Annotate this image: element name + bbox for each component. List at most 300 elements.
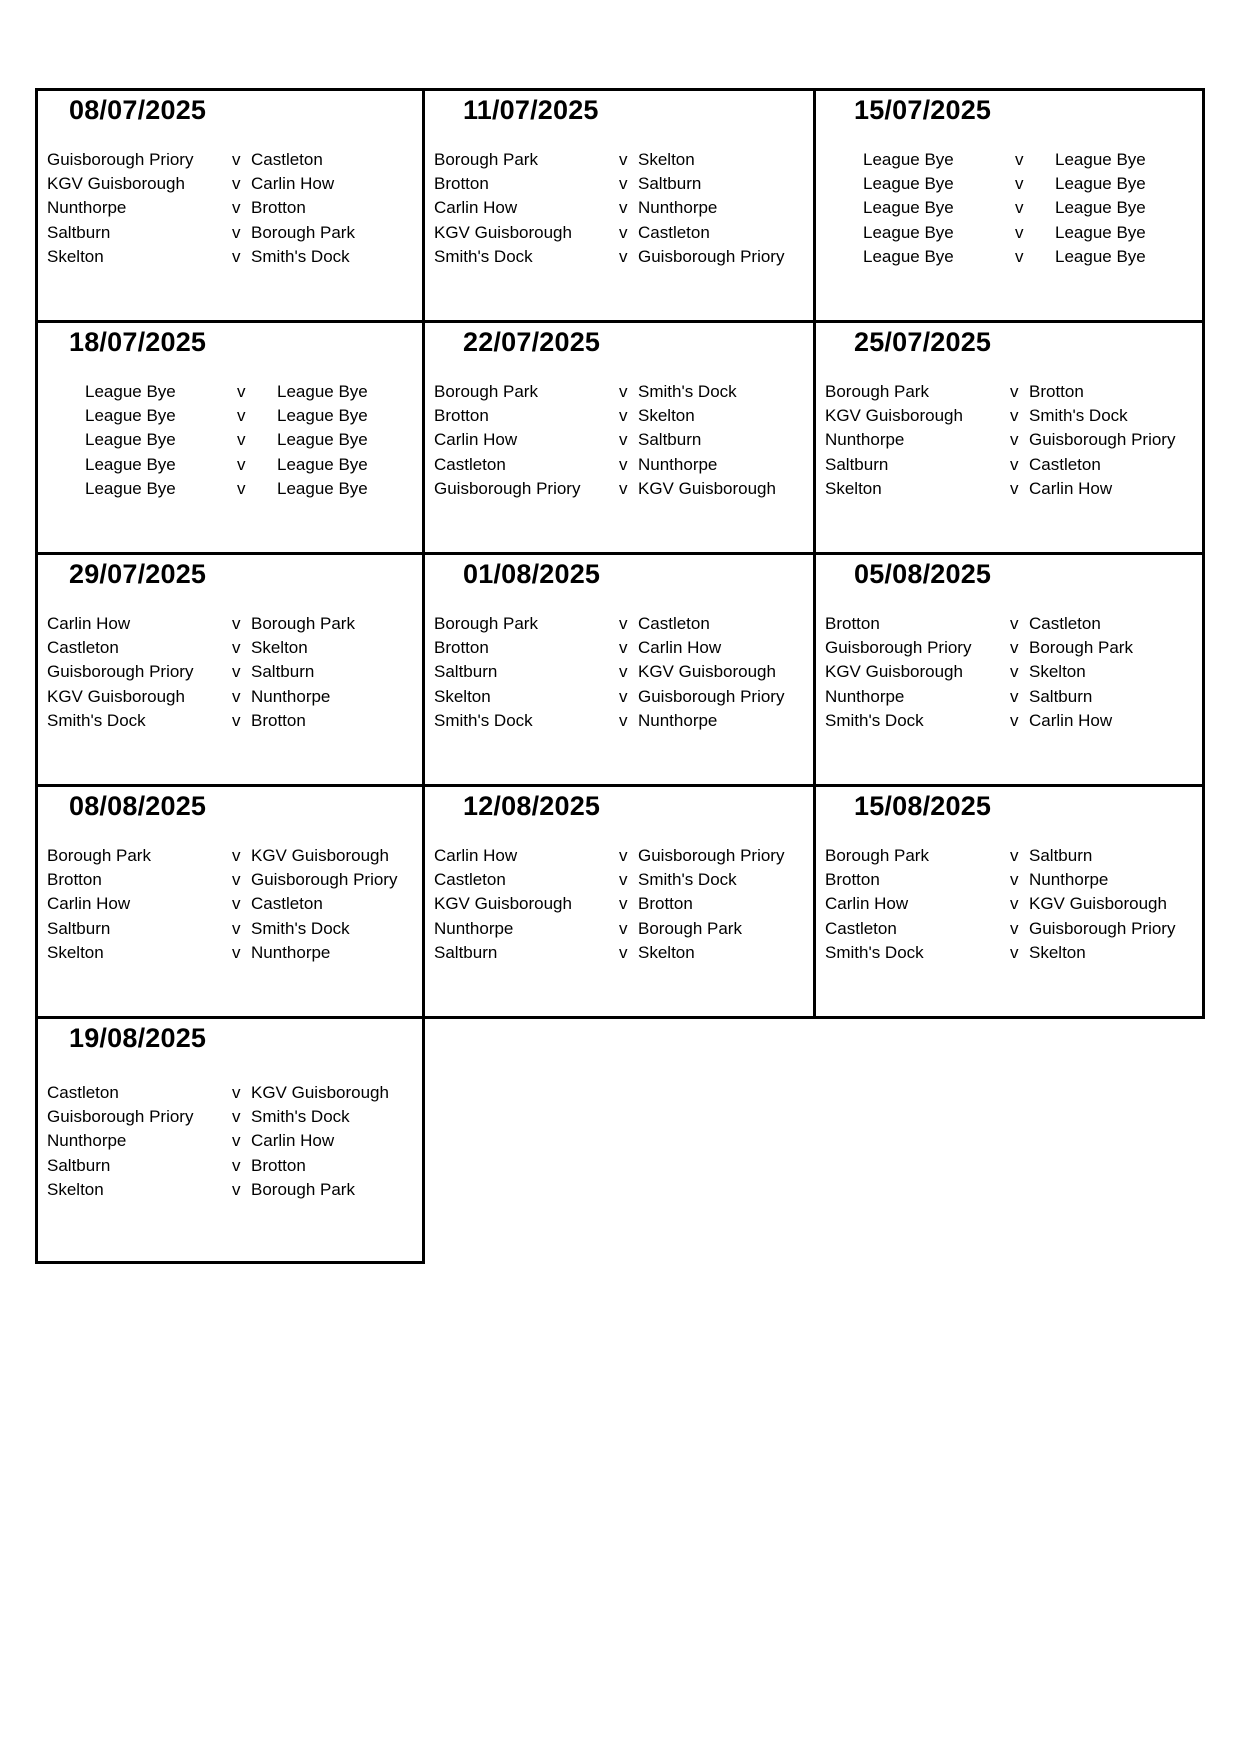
away-team: Smith's Dock xyxy=(638,870,737,890)
versus-label: v xyxy=(619,222,628,242)
fixture-list xyxy=(434,380,807,501)
fixture-row xyxy=(434,844,807,868)
away-team: Saltburn xyxy=(251,662,315,682)
versus-label: v xyxy=(619,406,628,426)
home-team: League Bye xyxy=(85,406,176,426)
home-team: Castleton xyxy=(825,918,897,938)
home-team: Borough Park xyxy=(434,150,538,169)
fixture-row xyxy=(825,380,1196,404)
versus-label: v xyxy=(232,846,241,865)
fixture-row xyxy=(434,892,807,916)
away-team: Guisborough Priory xyxy=(638,846,785,865)
home-team: Castleton xyxy=(434,454,506,474)
away-team: KGV Guisborough xyxy=(251,846,389,865)
fixture-row xyxy=(434,453,807,477)
versus-label: v xyxy=(619,942,628,962)
away-team: Smith's Dock xyxy=(251,918,350,938)
versus-label: v xyxy=(232,1155,241,1175)
versus-label: v xyxy=(237,430,246,450)
fixture-row xyxy=(434,685,807,709)
home-team: Nunthorpe xyxy=(47,1131,127,1151)
away-team: League Bye xyxy=(1055,198,1146,218)
versus-label: v xyxy=(619,846,628,865)
fixture-row xyxy=(47,1081,416,1105)
versus-label: v xyxy=(1015,174,1024,194)
versus-label: v xyxy=(1010,710,1019,730)
home-team: Smith's Dock xyxy=(825,710,924,730)
versus-label: v xyxy=(1010,870,1019,890)
home-team: League Bye xyxy=(863,246,954,266)
home-team: Skelton xyxy=(47,942,104,962)
home-team: Carlin How xyxy=(434,198,518,218)
round-date: 22/07/2025 xyxy=(463,327,601,357)
home-team: Borough Park xyxy=(825,846,929,865)
fixture-list xyxy=(434,148,807,269)
round-cell xyxy=(422,552,816,787)
away-team: Castleton xyxy=(638,614,710,633)
fixture-row xyxy=(47,1154,416,1178)
away-team: Guisborough Priory xyxy=(251,870,398,890)
versus-label: v xyxy=(1015,222,1024,242)
fixture-grid xyxy=(35,88,1202,1248)
home-team: League Bye xyxy=(863,150,954,169)
fixture-row xyxy=(47,917,416,941)
away-team: Castleton xyxy=(251,150,323,169)
round-cell xyxy=(35,784,425,1019)
home-team: Borough Park xyxy=(825,382,929,401)
away-team: Saltburn xyxy=(1029,686,1093,706)
versus-label: v xyxy=(232,222,241,242)
fixture-row xyxy=(434,868,807,892)
round-date: 25/07/2025 xyxy=(854,327,992,357)
home-team: Borough Park xyxy=(47,846,151,865)
fixture-row xyxy=(47,612,416,636)
versus-label: v xyxy=(619,150,628,169)
round-cell xyxy=(35,1016,425,1264)
round-date: 08/08/2025 xyxy=(69,791,207,821)
away-team: League Bye xyxy=(277,406,368,426)
home-team: Carlin How xyxy=(47,894,131,914)
fixture-row xyxy=(434,917,807,941)
away-team: League Bye xyxy=(277,430,368,450)
versus-label: v xyxy=(619,638,628,658)
versus-label: v xyxy=(619,382,628,401)
home-team: Brotton xyxy=(825,614,880,633)
round-date: 05/08/2025 xyxy=(854,559,992,589)
home-team: Saltburn xyxy=(434,942,498,962)
home-team: Saltburn xyxy=(434,662,498,682)
fixture-row xyxy=(825,477,1196,501)
away-team: League Bye xyxy=(1055,222,1146,242)
home-team: Carlin How xyxy=(434,430,518,450)
home-team: KGV Guisborough xyxy=(825,406,963,426)
versus-label: v xyxy=(1010,478,1019,498)
versus-label: v xyxy=(237,454,246,474)
round-date: 12/08/2025 xyxy=(463,791,601,821)
home-team: Castleton xyxy=(434,870,506,890)
round-cell xyxy=(422,88,816,323)
home-team: Nunthorpe xyxy=(825,430,905,450)
versus-label: v xyxy=(232,1083,241,1102)
home-team: Carlin How xyxy=(825,894,909,914)
home-team: Skelton xyxy=(47,1179,104,1199)
fixture-row xyxy=(825,612,1196,636)
away-team: Nunthorpe xyxy=(638,454,718,474)
versus-label: v xyxy=(619,710,628,730)
fixture-row xyxy=(47,636,416,660)
home-team: Brotton xyxy=(47,870,102,890)
away-team: League Bye xyxy=(277,454,368,474)
versus-label: v xyxy=(1010,638,1019,658)
versus-label: v xyxy=(1010,942,1019,962)
away-team: Skelton xyxy=(1029,662,1086,682)
round-cell xyxy=(813,784,1205,1019)
fixture-row xyxy=(434,709,807,733)
home-team: Nunthorpe xyxy=(47,198,127,218)
home-team: Castleton xyxy=(47,1083,119,1102)
fixture-row xyxy=(434,172,807,196)
fixture-row xyxy=(825,404,1196,428)
round-date: 19/08/2025 xyxy=(69,1023,207,1053)
versus-label: v xyxy=(619,918,628,938)
versus-label: v xyxy=(619,870,628,890)
fixture-list xyxy=(47,844,416,965)
home-team: Saltburn xyxy=(47,1155,111,1175)
round-date: 15/07/2025 xyxy=(854,95,992,125)
away-team: KGV Guisborough xyxy=(251,1083,389,1102)
away-team: Skelton xyxy=(1029,942,1086,962)
versus-label: v xyxy=(232,1107,241,1127)
fixture-row xyxy=(825,844,1196,868)
fixture-row xyxy=(47,453,416,477)
versus-label: v xyxy=(1010,454,1019,474)
fixture-row xyxy=(825,172,1196,196)
home-team: KGV Guisborough xyxy=(434,894,572,914)
fixture-list xyxy=(434,612,807,733)
versus-label: v xyxy=(232,150,241,169)
fixture-row xyxy=(825,636,1196,660)
home-team: Brotton xyxy=(434,406,489,426)
round-date: 08/07/2025 xyxy=(69,95,207,125)
home-team: Guisborough Priory xyxy=(434,478,581,498)
away-team: Borough Park xyxy=(251,614,355,633)
away-team: Skelton xyxy=(638,942,695,962)
fixture-list xyxy=(47,1081,416,1202)
home-team: Saltburn xyxy=(47,222,111,242)
away-team: Nunthorpe xyxy=(1029,870,1109,890)
away-team: Smith's Dock xyxy=(1029,406,1128,426)
home-team: League Bye xyxy=(85,430,176,450)
away-team: Nunthorpe xyxy=(251,942,331,962)
fixture-list xyxy=(825,844,1196,965)
fixture-list xyxy=(825,148,1196,269)
versus-label: v xyxy=(1010,686,1019,706)
away-team: Skelton xyxy=(638,406,695,426)
round-cell xyxy=(35,552,425,787)
away-team: League Bye xyxy=(1055,174,1146,194)
home-team: Brotton xyxy=(434,638,489,658)
away-team: Nunthorpe xyxy=(251,686,331,706)
away-team: Castleton xyxy=(638,222,710,242)
versus-label: v xyxy=(619,662,628,682)
versus-label: v xyxy=(1010,662,1019,682)
fixture-row xyxy=(47,148,416,172)
home-team: Saltburn xyxy=(825,454,889,474)
versus-label: v xyxy=(232,942,241,962)
home-team: League Bye xyxy=(85,478,176,498)
home-team: Carlin How xyxy=(434,846,518,865)
versus-label: v xyxy=(1010,894,1019,914)
versus-label: v xyxy=(1010,382,1019,401)
fixture-list xyxy=(47,612,416,733)
versus-label: v xyxy=(619,246,628,266)
round-cell xyxy=(813,320,1205,555)
home-team: Skelton xyxy=(47,246,104,266)
fixture-row xyxy=(825,892,1196,916)
fixture-row xyxy=(825,453,1196,477)
home-team: Nunthorpe xyxy=(825,686,905,706)
fixture-list xyxy=(825,380,1196,501)
fixture-row xyxy=(825,221,1196,245)
round-cell xyxy=(813,552,1205,787)
versus-label: v xyxy=(237,406,246,426)
versus-label: v xyxy=(232,686,241,706)
away-team: KGV Guisborough xyxy=(1029,894,1167,914)
home-team: Borough Park xyxy=(434,382,538,401)
round-date: 15/08/2025 xyxy=(854,791,992,821)
away-team: Castleton xyxy=(1029,614,1101,633)
away-team: Borough Park xyxy=(638,918,742,938)
fixture-row xyxy=(47,172,416,196)
away-team: Guisborough Priory xyxy=(638,686,785,706)
home-team: KGV Guisborough xyxy=(47,174,185,194)
versus-label: v xyxy=(1015,198,1024,218)
home-team: Carlin How xyxy=(47,614,131,633)
fixture-row xyxy=(47,380,416,404)
fixture-row xyxy=(47,428,416,452)
fixture-row xyxy=(434,636,807,660)
round-date: 11/07/2025 xyxy=(463,95,599,125)
away-team: KGV Guisborough xyxy=(638,662,776,682)
round-date: 18/07/2025 xyxy=(69,327,207,357)
versus-label: v xyxy=(232,870,241,890)
home-team: KGV Guisborough xyxy=(825,662,963,682)
fixture-row xyxy=(825,196,1196,220)
home-team: Smith's Dock xyxy=(825,942,924,962)
home-team: Guisborough Priory xyxy=(47,1107,194,1127)
away-team: Saltburn xyxy=(638,430,702,450)
home-team: Castleton xyxy=(47,638,119,658)
round-date: 29/07/2025 xyxy=(69,559,207,589)
fixture-row xyxy=(825,245,1196,269)
home-team: Skelton xyxy=(434,686,491,706)
versus-label: v xyxy=(619,686,628,706)
home-team: League Bye xyxy=(863,198,954,218)
away-team: Brotton xyxy=(251,1155,306,1175)
away-team: Carlin How xyxy=(1029,710,1113,730)
away-team: Brotton xyxy=(251,198,306,218)
versus-label: v xyxy=(1010,614,1019,633)
fixture-list xyxy=(825,612,1196,733)
versus-label: v xyxy=(1015,246,1024,266)
away-team: League Bye xyxy=(277,478,368,498)
versus-label: v xyxy=(619,430,628,450)
away-team: Saltburn xyxy=(638,174,702,194)
away-team: Carlin How xyxy=(1029,478,1113,498)
home-team: League Bye xyxy=(863,174,954,194)
versus-label: v xyxy=(232,710,241,730)
fixture-row xyxy=(434,941,807,965)
home-team: Nunthorpe xyxy=(434,918,514,938)
fixture-row xyxy=(825,917,1196,941)
versus-label: v xyxy=(232,198,241,218)
away-team: Castleton xyxy=(1029,454,1101,474)
round-cell xyxy=(35,88,425,323)
versus-label: v xyxy=(232,246,241,266)
round-date: 01/08/2025 xyxy=(463,559,601,589)
versus-label: v xyxy=(1015,150,1024,169)
fixture-row xyxy=(825,660,1196,684)
versus-label: v xyxy=(232,638,241,658)
fixture-list xyxy=(47,380,416,501)
fixture-row xyxy=(825,428,1196,452)
away-team: Borough Park xyxy=(1029,638,1133,658)
away-team: Smith's Dock xyxy=(251,1107,350,1127)
home-team: League Bye xyxy=(85,382,176,401)
fixture-row xyxy=(47,1129,416,1153)
away-team: Borough Park xyxy=(251,1179,355,1199)
home-team: Guisborough Priory xyxy=(825,638,972,658)
fixture-row xyxy=(434,428,807,452)
away-team: Skelton xyxy=(638,150,695,169)
round-cell xyxy=(422,784,816,1019)
home-team: Saltburn xyxy=(47,918,111,938)
away-team: Carlin How xyxy=(638,638,722,658)
home-team: Borough Park xyxy=(434,614,538,633)
away-team: Guisborough Priory xyxy=(1029,918,1176,938)
home-team: Brotton xyxy=(434,174,489,194)
home-team: Smith's Dock xyxy=(47,710,146,730)
fixture-row xyxy=(825,709,1196,733)
fixture-row xyxy=(47,660,416,684)
fixture-row xyxy=(47,1178,416,1202)
away-team: KGV Guisborough xyxy=(638,478,776,498)
round-cell xyxy=(813,88,1205,323)
versus-label: v xyxy=(232,662,241,682)
versus-label: v xyxy=(232,174,241,194)
versus-label: v xyxy=(232,1179,241,1199)
versus-label: v xyxy=(1010,846,1019,865)
versus-label: v xyxy=(232,1131,241,1151)
away-team: Brotton xyxy=(1029,382,1084,401)
away-team: Nunthorpe xyxy=(638,710,718,730)
away-team: Guisborough Priory xyxy=(638,246,785,266)
home-team: Smith's Dock xyxy=(434,710,533,730)
away-team: Brotton xyxy=(251,710,306,730)
versus-label: v xyxy=(619,614,628,633)
versus-label: v xyxy=(232,614,241,633)
home-team: Guisborough Priory xyxy=(47,662,194,682)
fixture-row xyxy=(47,196,416,220)
home-team: Guisborough Priory xyxy=(47,150,194,169)
away-team: League Bye xyxy=(1055,150,1146,169)
away-team: League Bye xyxy=(1055,246,1146,266)
away-team: Carlin How xyxy=(251,1131,335,1151)
fixture-row xyxy=(47,868,416,892)
away-team: League Bye xyxy=(277,382,368,401)
round-cell xyxy=(35,320,425,555)
fixture-row xyxy=(825,941,1196,965)
fixture-row xyxy=(434,612,807,636)
fixture-list xyxy=(47,148,416,269)
home-team: Smith's Dock xyxy=(434,246,533,266)
versus-label: v xyxy=(1010,430,1019,450)
home-team: League Bye xyxy=(863,222,954,242)
fixture-row xyxy=(47,685,416,709)
fixture-row xyxy=(47,1105,416,1129)
versus-label: v xyxy=(619,478,628,498)
fixture-row xyxy=(47,404,416,428)
versus-label: v xyxy=(1010,406,1019,426)
versus-label: v xyxy=(232,894,241,914)
versus-label: v xyxy=(619,198,628,218)
away-team: Saltburn xyxy=(1029,846,1093,865)
fixture-list xyxy=(434,844,807,965)
versus-label: v xyxy=(619,894,628,914)
fixture-row xyxy=(434,660,807,684)
fixture-row xyxy=(47,221,416,245)
away-team: Borough Park xyxy=(251,222,355,242)
versus-label: v xyxy=(237,382,246,401)
versus-label: v xyxy=(237,478,246,498)
fixture-row xyxy=(434,404,807,428)
fixture-row xyxy=(434,245,807,269)
home-team: KGV Guisborough xyxy=(434,222,572,242)
fixture-row xyxy=(434,380,807,404)
away-team: Smith's Dock xyxy=(638,382,737,401)
versus-label: v xyxy=(1010,918,1019,938)
fixture-row xyxy=(825,868,1196,892)
fixture-row xyxy=(47,941,416,965)
fixture-row xyxy=(825,148,1196,172)
away-team: Carlin How xyxy=(251,174,335,194)
home-team: Brotton xyxy=(825,870,880,890)
fixture-row xyxy=(434,477,807,501)
fixture-row xyxy=(47,844,416,868)
home-team: KGV Guisborough xyxy=(47,686,185,706)
away-team: Skelton xyxy=(251,638,308,658)
away-team: Brotton xyxy=(638,894,693,914)
fixture-row xyxy=(47,477,416,501)
away-team: Castleton xyxy=(251,894,323,914)
versus-label: v xyxy=(232,918,241,938)
fixture-row xyxy=(47,709,416,733)
away-team: Guisborough Priory xyxy=(1029,430,1176,450)
fixture-row xyxy=(434,148,807,172)
away-team: Smith's Dock xyxy=(251,246,350,266)
fixture-row xyxy=(825,685,1196,709)
fixture-row xyxy=(434,221,807,245)
versus-label: v xyxy=(619,174,628,194)
versus-label: v xyxy=(619,454,628,474)
fixture-row xyxy=(47,892,416,916)
away-team: Nunthorpe xyxy=(638,198,718,218)
fixture-row xyxy=(434,196,807,220)
fixture-row xyxy=(47,245,416,269)
round-cell xyxy=(422,320,816,555)
home-team: League Bye xyxy=(85,454,176,474)
home-team: Skelton xyxy=(825,478,882,498)
